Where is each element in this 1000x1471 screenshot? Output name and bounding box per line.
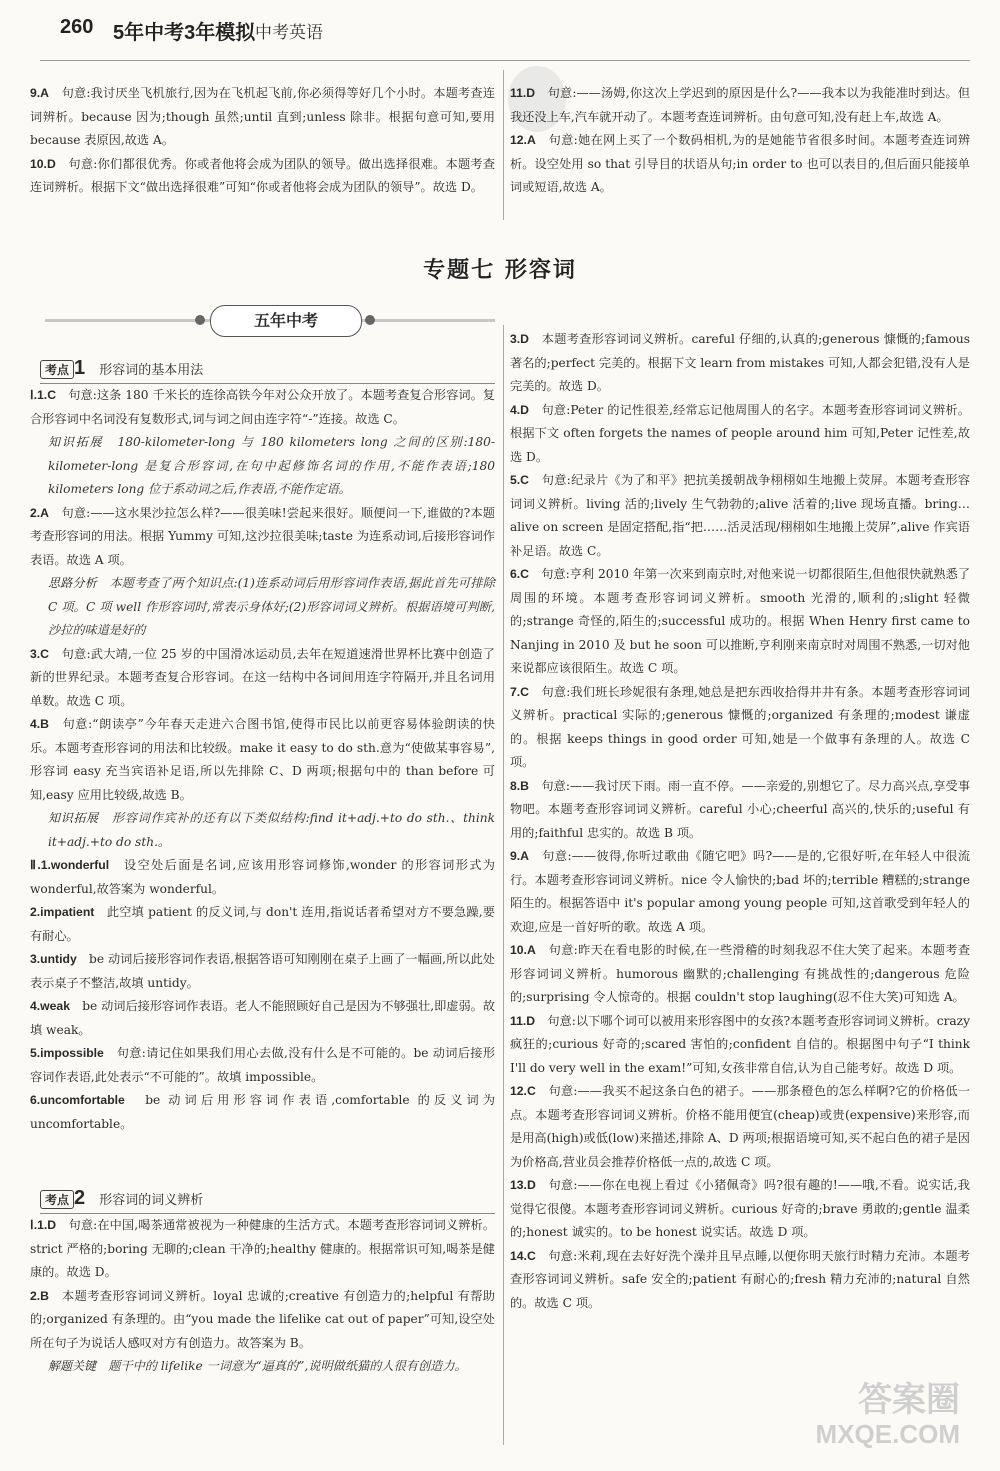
answer-number: 2.B <box>30 1288 49 1303</box>
answer-number: 3.C <box>30 646 49 661</box>
answer-text: 句意:纪录片《为了和平》把抗美援朝战争栩栩如生地搬上荧屏。本题考查形容词词义辨析。living 活的;lively 生气勃勃的;alive 活着的;live 现场直播。bring…alive on screen 是固定搭配,指“把……活灵活现/栩栩如生地搬上荧屏”,alive 作宾语补足语。故选 C。 <box>510 473 970 558</box>
answer-text: be 动词后接形容词作表语,根据答语可知刚刚在桌子上画了一幅画,所以此处表示桌子不整洁,故填 untidy。 <box>30 952 495 990</box>
answer-text: 句意:你们都很优秀。你或者他将会成为团队的领导。做出选择很难。本题考查连词辨析。根据下文“做出选择很难”可知“你或者他将会成为团队的领导”。故选 D。 <box>30 156 496 194</box>
answer-item <box>30 713 495 807</box>
answer-text: 句意:请记住如果我们用心去做,没有什么是不可能的。be 动词后接形容词作表语,此处表示“不可能的”。故填 impossible。 <box>30 1046 496 1084</box>
answer-item <box>30 82 495 153</box>
answer-number: 4.weak <box>30 999 70 1013</box>
answer-number: 12.C <box>510 1084 536 1098</box>
answer-text: 本题考查形容词词义辨析。careful 仔细的,认真的;generous 慷慨的;famous 著名的;perfect 完美的。根据下文 learn from mistakes 可知,人都会犯错,没有人是完美的。故选 D。 <box>510 332 971 393</box>
answer-item <box>510 129 970 200</box>
answer-text: 句意:——汤姆,你这次上学迟到的原因是什么?——我本以为我能准时到达。但我还没上车,汽车就开动了。本题考查连词辨析。由句意可知,没有赶上车,故选 A。 <box>510 86 971 124</box>
five-year-banner <box>45 305 495 335</box>
answer-text: 句意:我们班长珍妮很有条理,她总是把东西收拾得井井有条。本题考查形容词词义辨析。practical 实际的;generous 慷慨的;organized 有条理的;modest 谦虚的。根据 keeps things in good order 可知,她是一个做事有条理的人。故选 C 项。 <box>510 684 971 769</box>
answer-text: 句意:——这水果沙拉怎么样?——很美味!尝起来很好。顺便问一下,谁做的?本题考查形容词的用法。根据 Yummy 可知,这沙拉很美味;taste 为连系动词,后接形容词作表语。故选 A 项。 <box>30 505 495 567</box>
answer-item <box>510 845 970 939</box>
answer-text: 形容词作宾补的还有以下类似结构:find it+adj.+to do sth.、think it+adj.+to do sth.。 <box>48 811 495 849</box>
answer-item <box>510 82 970 129</box>
answer-number: 5.impossible <box>30 1046 104 1060</box>
banner-label: 五年中考 <box>210 305 362 337</box>
answer-text: 题干中的 lifelike 一词意为“逼真的”,说明做纸猫的人很有创造力。 <box>108 1359 467 1373</box>
answer-number: Ⅱ.1.wonderful <box>30 858 110 872</box>
answer-item <box>30 901 495 948</box>
note-block <box>30 572 495 643</box>
answer-item <box>30 643 495 714</box>
banner-dot-right <box>365 315 375 325</box>
answer-item <box>510 775 970 846</box>
note-tag: 解题关键 <box>48 1359 97 1373</box>
answer-item <box>510 328 970 399</box>
answer-text: 句意:——你在电视上看过《小猪佩奇》吗?很有趣的!——哦,不看。说实话,我觉得它很傻。本题考查形容词词义辨析。curious 好奇的;brave 勇敢的;gentle 温柔的;honest 诚实的。to be honest 说实话。故选 D 项。 <box>510 1178 970 1239</box>
answer-number: 7.C <box>510 684 529 699</box>
header-rule <box>40 60 970 61</box>
answer-number: 6.C <box>510 567 529 581</box>
answer-number: 4.D <box>510 402 529 417</box>
answer-text: 此空填 patient 的反义词,与 don't 连用,指说话者希望对方不要急躁,要有耐心。 <box>30 905 495 943</box>
subject-label: 中考英语 <box>255 23 323 43</box>
book-title: 5年中考3年模拟 <box>113 22 256 44</box>
section-title: 专题七 形容词 <box>423 258 577 283</box>
kaodian-1-answers <box>30 384 495 1136</box>
note-block <box>30 431 495 502</box>
answer-text: 句意:亨利 2010 年第一次来到南京时,对他来说一切都很陌生,但他很快就熟悉了周围的环境。本题考查形容词词义辨析。smooth 光滑的,顺利的;slight 轻微的;strange 奇怪的,陌生的;successful 成功的。根据 When Henry first came to Nanjing in 2010 及 but he soon 可以推断,亨利刚来南京时对周围不熟悉,一切对他来说都应该很陌生。故选 C 项。 <box>510 567 971 675</box>
answer-number: 12.A <box>510 133 536 147</box>
note-tag: 知识拓展 <box>48 811 99 825</box>
answer-item <box>30 502 495 573</box>
answer-number: 8.B <box>510 778 529 793</box>
answer-number: 5.C <box>510 473 529 487</box>
kaodian-label: 考点 <box>40 1190 74 1209</box>
answer-number: 10.A <box>510 943 536 957</box>
answer-text: 句意:武大靖,一位 25 岁的中国滑冰运动员,去年在短道速滑世界杯比赛中创造了新的世界纪录。本题考查复合形容词。在这一结构中各词间用连字符隔开,并且名词用单数。故选 C 项。 <box>30 646 495 708</box>
answer-item <box>510 939 970 1010</box>
answer-item <box>510 1080 970 1174</box>
top-left-answers <box>30 82 495 200</box>
answer-number: 6.uncomfortable <box>30 1093 125 1107</box>
answer-text: 句意:这条 180 千米长的连徐高铁今年对公众开放了。本题考查复合形容词。复合形容词中名词没有复数形式,词与词之间由连字符“-”连接。故选 C。 <box>30 388 495 426</box>
answer-text: 本题考查形容词词义辨析。loyal 忠诚的;creative 有创造力的;helpful 有帮助的;organized 有条理的。由“you made the lifelike cat out of paper”可知,设空处所在句子为说话人感叹对方有创造力。故答案为 B。 <box>30 1288 495 1350</box>
answer-item <box>30 1089 495 1136</box>
answer-number: 4.B <box>30 717 49 731</box>
column-divider <box>503 325 504 1445</box>
answer-text: 180-kilometer-long 与 180 kilometers long 之间的区别:180-kilometer-long 是复合形容词,在句中起修饰名词的作用,不能作表语;180 kilometers long 位于系动词之后,作表语,不能作定语。 <box>48 435 496 496</box>
answer-item <box>30 1042 495 1089</box>
top-divider <box>503 70 504 220</box>
page-number: 260 <box>60 16 94 38</box>
answer-number: 13.D <box>510 1178 536 1192</box>
answer-text: 句意:昨天在看电影的时候,在一些滑稽的时刻我忍不住大笑了起来。本题考查形容词词义辨析。humorous 幽默的;challenging 有挑战性的;dangerous 危险的;surprising 令人惊奇的。根据 couldn't stop laughing(忍不住大笑)可知选 A。 <box>510 943 971 1004</box>
answer-text: 本题考查了两个知识点:(1)连系动词后用形容词作表语,据此首先可排除 C 项。C 项 well 作形容词时,常表示身体好;(2)形容词词义辨析。根据语境可判断,沙拉的味道是好的 <box>48 576 495 637</box>
answer-number: 2.impatient <box>30 905 95 919</box>
page-header <box>0 0 1000 62</box>
answer-item <box>30 1285 495 1356</box>
answer-text: 设空处后面是名词,应该用形容词修饰,wonder 的形容词形式为 wonderful,故答案为 wonderful。 <box>30 858 495 896</box>
answer-text: 句意:米莉,现在去好好洗个澡并且早点睡,以便你明天旅行时精力充沛。本题考查形容词词义辨析。safe 安全的;patient 有耐心的;fresh 精力充沛的;natural 自然的。故选 C 项。 <box>510 1248 970 1310</box>
answer-item <box>510 1010 970 1081</box>
answer-item <box>30 1214 495 1285</box>
answer-number: Ⅰ.1.C <box>30 388 56 402</box>
note-tag: 思路分析 <box>48 576 97 590</box>
answer-item <box>30 948 495 995</box>
answer-number: 10.D <box>30 156 56 171</box>
right-column-answers <box>510 328 970 1315</box>
answer-text: 句意:“朗读亭”今年春天走进六合图书馆,使得市民比以前更容易体验朗读的快乐。本题考查形容词的用法和比较级。make it easy to do sth.意为“使做某事容易”,形容词 easy 充当宾语补足语,所以先排除 C、D 两项;根据句中的 than before 可知,easy 应用比较级,故选 B。 <box>30 717 496 802</box>
answer-item <box>510 681 970 775</box>
answer-number: 9.A <box>30 86 49 100</box>
answer-number: 3.untidy <box>30 952 77 966</box>
answer-item <box>30 153 495 200</box>
answer-number: 3.D <box>510 332 529 346</box>
answer-text: be 动词后接形容词作表语。老人不能照顾好自己是因为不够强壮,即虚弱。故填 weak。 <box>30 999 496 1037</box>
answer-item <box>510 563 970 681</box>
answer-text: be 动词后用形容词作表语,comfortable 的反义词为 uncomfortable。 <box>30 1093 496 1131</box>
answer-text: 句意:——我买不起这条白色的裙子。——那条橙色的怎么样啊?它的价格低一点。本题考查形容词词义辨析。价格不能用便宜(cheap)或贵(expensive)来形容,而是用高(high)或低(low)来描述,排除 A、D 两项;根据语境可知,买不起白色的裙子是因为价格高,营业员会推荐价格低一点的,故选 C 项。 <box>510 1084 971 1169</box>
top-right-answers <box>510 82 970 200</box>
note-block <box>30 807 495 854</box>
note-tag: 知识拓展 <box>48 435 104 449</box>
kaodian-2-header <box>40 1187 203 1211</box>
answer-text: 句意:——彼得,你听过歌曲《随它吧》吗?——是的,它很好听,在年轻人中很流行。本题考查形容词词义辨析。nice 令人愉快的;bad 坏的;terrible 糟糕的;strange 陌生的。根据答语中 it's popular among young people 可知,这首歌受到年轻人的欢迎,应是一首好听的歌。故选 A 项。 <box>510 849 971 934</box>
answer-text: 句意:她在网上买了一个数码相机,为的是她能节省很多时间。本题考查连词辨析。设空处用 so that 引导目的状语从句;in order to 也可以表目的,但后面只能接单词或短语,故选 A。 <box>510 133 971 194</box>
answer-item <box>510 1174 970 1245</box>
answer-item <box>30 384 495 431</box>
answer-number: 2.A <box>30 505 49 520</box>
answer-number: Ⅰ.1.D <box>30 1218 57 1232</box>
kaodian-number: 2 <box>74 1187 86 1209</box>
kaodian-title: 形容词的词义辨析 <box>99 1193 204 1208</box>
answer-number: 11.D <box>510 1013 536 1028</box>
kaodian-label: 考点 <box>40 360 74 379</box>
answer-text: 句意:Peter 的记性很差,经常忘记他周围人的名字。本题考查形容词词义辨析。根据下文 often forgets the names of people around him 可知,Peter 记性差,故选 D。 <box>510 402 970 464</box>
answer-item <box>510 469 970 563</box>
kaodian-1-header <box>40 357 203 381</box>
answer-item <box>510 1245 970 1316</box>
answer-item <box>510 399 970 470</box>
answer-number: 14.C <box>510 1248 536 1263</box>
banner-dot-left <box>195 315 205 325</box>
answer-item <box>30 995 495 1042</box>
answer-text: 句意:在中国,喝茶通常被视为一种健康的生活方式。本题考查形容词词义辨析。strict 严格的;boring 无聊的;clean 干净的;healthy 健康的。根据常识可知,喝茶是健康的。故选 D。 <box>30 1218 496 1279</box>
answer-text: 句意:我讨厌坐飞机旅行,因为在飞机起飞前,你必须得等好几个小时。本题考查连词辨析。because 因为;though 虽然;until 直到;unless 除非。根据句意可知,要用 because 表原因,故选 A。 <box>30 86 496 147</box>
note-block <box>30 1355 495 1379</box>
kaodian-2-answers <box>30 1214 495 1379</box>
answer-number: 11.D <box>510 86 536 100</box>
answer-text: 句意:——我讨厌下雨。雨一直不停。——亲爱的,别想它了。尽力高兴点,享受事物吧。本题考查形容词词义辨析。careful 小心;cheerful 高兴的,快乐的;useful 有用的;faithful 忠实的。故选 B 项。 <box>510 778 971 840</box>
answer-text: 句意:以下哪个词可以被用来形容图中的女孩?本题考查形容词词义辨析。crazy 疯狂的;curious 好奇的;scared 害怕的;confident 自信的。根据图中句子“I think I'll do very well in the exam!”可知,女孩非常自信,认为自己能考好。故选 D 项。 <box>510 1013 970 1075</box>
kaodian-number: 1 <box>74 357 86 379</box>
answer-item <box>30 854 495 901</box>
watermark: 答案圈 MXQE.COM <box>815 1381 960 1449</box>
answer-number: 9.A <box>510 849 529 863</box>
kaodian-title: 形容词的基本用法 <box>99 363 204 378</box>
